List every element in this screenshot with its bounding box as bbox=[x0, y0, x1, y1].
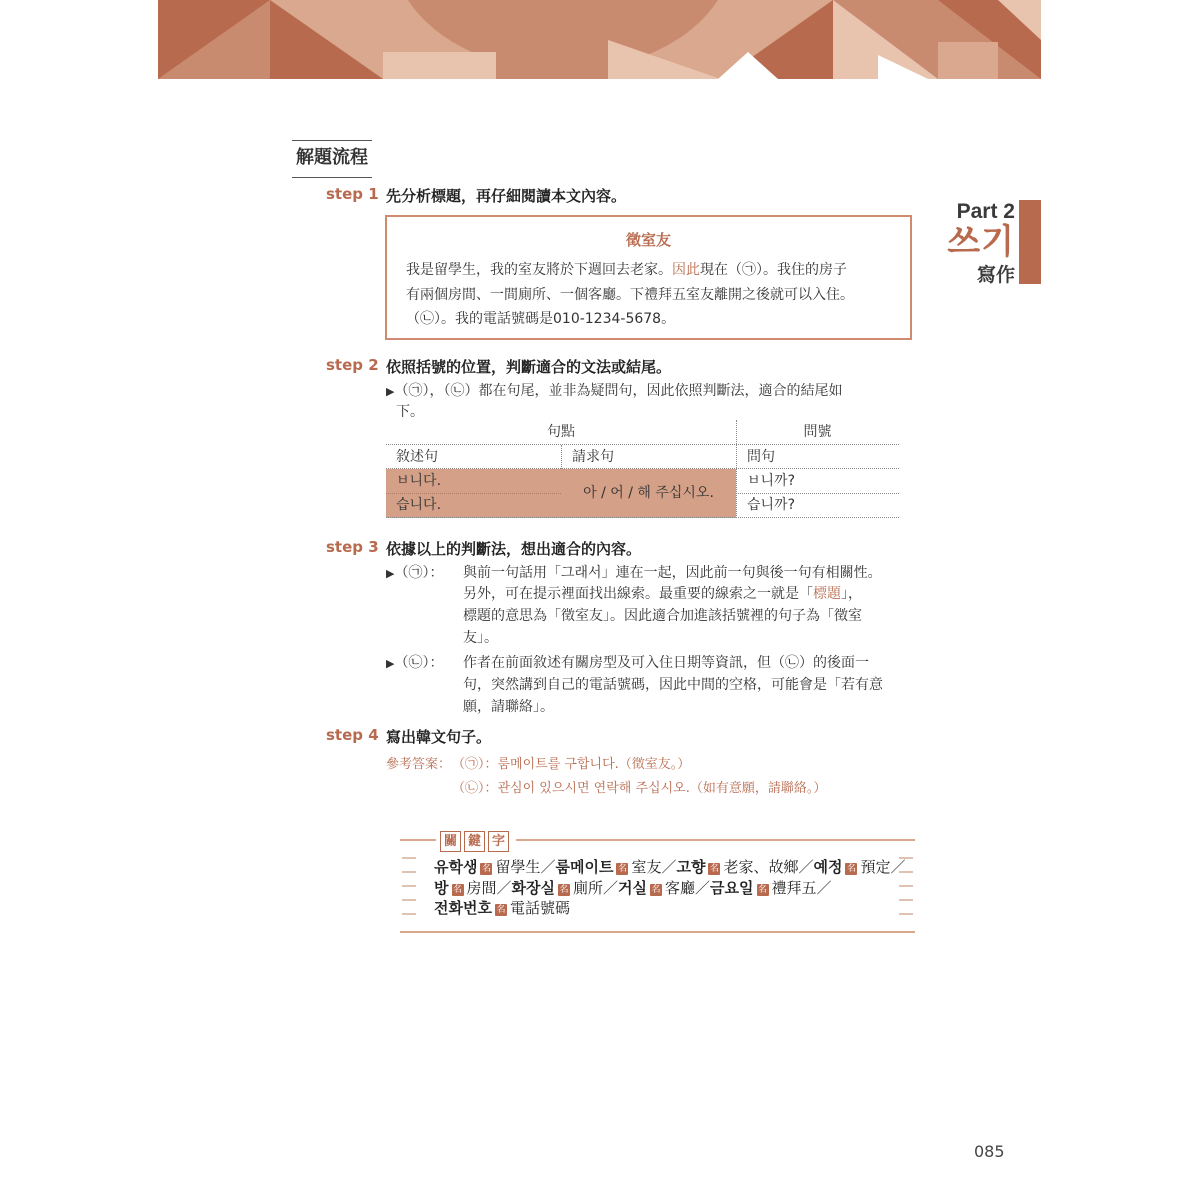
step3-point2-line-2: 句，突然講到自己的電話號碼，因此中間的空格，可能會是「若有意 bbox=[463, 677, 883, 693]
step2-text: 依照括號的位置，判斷適合的文法或結尾。 bbox=[386, 358, 672, 376]
sample-line-1: 我是留學生，我的室友將於下週回去老家。因此現在（㉠）。我住的房子 bbox=[406, 262, 847, 278]
table-divider bbox=[736, 420, 737, 518]
table-cell-r1c3: ㅂ니까? bbox=[747, 473, 796, 489]
noun-badge-icon: 名 bbox=[559, 885, 569, 895]
table-cell-r1c1: ㅂ니다. bbox=[396, 473, 442, 489]
triangle-bullet-icon: ▶ bbox=[386, 567, 395, 580]
noun-badge-icon: 名 bbox=[617, 864, 627, 874]
table-divider bbox=[736, 493, 899, 494]
accent-word: 因此 bbox=[672, 262, 700, 278]
step3-point1-line-3: 標題的意思為「徵室友」。因此適合加進該括號裡的句子為「徵室 bbox=[463, 608, 862, 624]
step1-label: step 1 bbox=[326, 185, 379, 203]
triangle-bullet-icon: ▶ bbox=[386, 657, 395, 670]
step3-text: 依據以上的判斷法，想出適合的內容。 bbox=[386, 540, 642, 558]
table-divider bbox=[386, 517, 899, 518]
answer-2: （㉡）：관심이 있으시면 연락해 주십시오.（如有意願，請聯絡。） bbox=[452, 781, 827, 796]
table-col-declarative: 敘述句 bbox=[396, 449, 438, 465]
step3-point1-line-2: 另外，可在提示裡面找出線索。最重要的線索之一就是「標題」， bbox=[463, 586, 862, 602]
table-divider bbox=[561, 445, 562, 469]
sample-line-3: （㉡）。我的電話號碼是010-1234-5678。 bbox=[406, 311, 676, 327]
step2-note-line-2: 下。 bbox=[396, 404, 424, 420]
noun-badge-icon: 名 bbox=[757, 885, 767, 895]
part-side-tab bbox=[947, 200, 1041, 286]
table-header-period: 句點 bbox=[547, 424, 575, 440]
keyword-title bbox=[436, 830, 516, 852]
table-cell-r2c1: 습니다. bbox=[396, 497, 442, 513]
step2-label: step 2 bbox=[326, 356, 379, 374]
step4-text: 寫出韓文句子。 bbox=[386, 728, 492, 746]
part-korean-title: 쓰기 bbox=[947, 222, 1015, 262]
table-header-question: 問號 bbox=[803, 424, 832, 440]
step3-point2-line-3: 願，請聯絡」。 bbox=[463, 699, 554, 715]
sample-line-2: 有兩個房間、一間廁所、一個客廳。下禮拜五室友離開之後就可以入住。 bbox=[406, 287, 854, 303]
part-color-bar bbox=[1019, 200, 1041, 284]
part-label: Part 2 bbox=[956, 200, 1015, 223]
sample-text-box bbox=[385, 215, 912, 340]
step3-point1-marker: ▶（㉠）： bbox=[386, 565, 444, 581]
step3-point2-line-1: 作者在前面敘述有關房型及可入住日期等資訊，但（㉡）的後面一 bbox=[463, 655, 869, 671]
step4-label: step 4 bbox=[326, 726, 379, 744]
table-col-question: 問句 bbox=[747, 449, 775, 465]
step3-point1-line-4: 友」。 bbox=[463, 630, 498, 646]
keyword-title-char: 關 bbox=[440, 831, 461, 852]
triangle-bullet-icon: ▶ bbox=[386, 385, 395, 398]
answer-label: 參考答案： bbox=[386, 757, 452, 772]
keyword-title-char: 鍵 bbox=[464, 831, 485, 852]
answer-1: （㉠）：룸메이트를 구합니다.（徵室友。） bbox=[452, 757, 691, 772]
table-divider bbox=[386, 444, 899, 445]
keyword-box bbox=[400, 828, 915, 936]
table-divider bbox=[386, 468, 899, 469]
decorative-banner bbox=[158, 0, 1041, 79]
keyword-line-1: 유학생 名 留學生／룸메이트 名 室友／고향 名 老家、故鄉／예정 名 預定／ bbox=[434, 858, 906, 876]
keyword-title-char: 字 bbox=[488, 831, 509, 852]
noun-badge-icon: 名 bbox=[496, 905, 506, 915]
noun-badge-icon: 名 bbox=[651, 885, 661, 895]
section-title bbox=[292, 140, 372, 178]
part-chinese-title: 寫作 bbox=[976, 264, 1015, 286]
table-divider bbox=[386, 493, 561, 494]
sample-box-title: 徵室友 bbox=[625, 231, 671, 249]
table-col-request: 請求句 bbox=[572, 449, 614, 465]
step2-note-line-1: ▶（㉠），（㉡）都在句尾，並非為疑問句，因此依照判斷法，適合的結尾如 bbox=[386, 383, 843, 399]
step1-text: 先分析標題，再仔細閱讀本文內容。 bbox=[386, 187, 627, 205]
section-title-text: 解題流程 bbox=[296, 147, 368, 168]
table-cell-merged-request: 아 / 어 / 해 주십시오. bbox=[583, 485, 714, 501]
noun-badge-icon: 名 bbox=[452, 885, 462, 895]
page-number: 085 bbox=[974, 1142, 1005, 1161]
noun-badge-icon: 名 bbox=[846, 864, 856, 874]
accent-word: 標題 bbox=[813, 586, 841, 602]
keyword-line-3: 전화번호 名 電話號碼 bbox=[434, 899, 570, 917]
noun-badge-icon: 名 bbox=[709, 864, 719, 874]
step3-point2-marker: ▶（㉡）： bbox=[386, 655, 444, 671]
noun-badge-icon: 名 bbox=[481, 864, 491, 874]
table-cell-r2c3: 습니까? bbox=[747, 497, 796, 513]
step3-label: step 3 bbox=[326, 538, 379, 556]
grammar-ending-table bbox=[386, 420, 899, 518]
keyword-line-2: 방 名 房間／화장실 名 廁所／거실 名 客廳／금요일 名 禮拜五／ bbox=[434, 879, 832, 897]
step3-point1-line-1: 與前一句話用「그래서」連在一起，因此前一句與後一句有相關性。 bbox=[463, 565, 882, 581]
